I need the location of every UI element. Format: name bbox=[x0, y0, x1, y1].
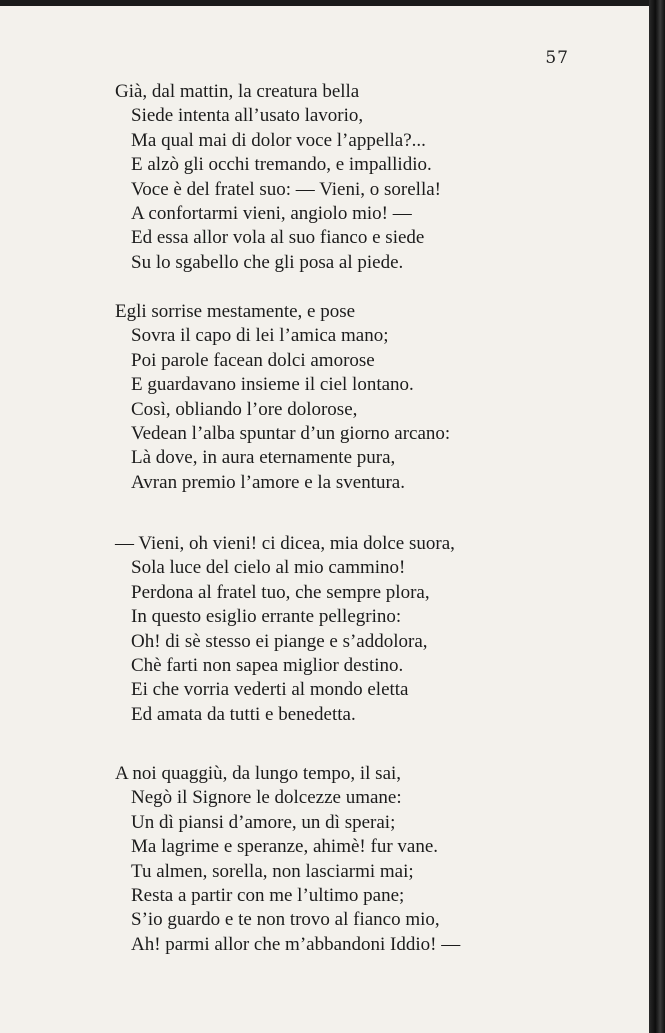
verse-line: — Vieni, oh vieni! ci dicea, mia dolce suora, bbox=[115, 533, 455, 554]
stanza-3 bbox=[0, 532, 640, 727]
verse-line: Ed essa allor vola al suo fianco e siede bbox=[131, 227, 425, 249]
book-spine bbox=[649, 0, 665, 1033]
page-number: 57 bbox=[545, 48, 569, 68]
verse-line: Negò il Signore le dolcezze umane: bbox=[131, 787, 402, 809]
verse-line: Resta a partir con me l’ultimo pane; bbox=[131, 884, 405, 906]
verse-line: Ma qual mai di dolor voce l’appella?... bbox=[131, 129, 426, 151]
verse-line: Su lo sgabello che gli posa al piede. bbox=[131, 251, 404, 273]
verse-line: E alzò gli occhi tremando, e impallidio. bbox=[131, 154, 432, 176]
verse-line: Ed amata da tutti e benedetta. bbox=[131, 703, 356, 725]
verse-line: Siede intenta all’usato lavorio, bbox=[131, 105, 364, 127]
book-page bbox=[0, 6, 649, 1033]
stanza-4 bbox=[0, 762, 640, 957]
verse-line: Ei che vorria vederti al mondo eletta bbox=[131, 679, 409, 701]
verse-line: E guardavano insieme il ciel lontano. bbox=[131, 374, 414, 396]
verse-line: Voce è del fratel suo: — Vieni, o sorella! bbox=[131, 178, 441, 200]
verse-line: Già, dal mattin, la creatura bella bbox=[115, 81, 360, 102]
stanza-2 bbox=[0, 300, 640, 495]
verse-line: Ah! parmi allor che m’abbandoni Iddio! — bbox=[131, 933, 461, 955]
verse-line: Ma lagrime e speranze, ahimè! fur vane. bbox=[131, 836, 439, 858]
verse-line: Oh! di sè stesso ei piange e s’addolora, bbox=[131, 630, 428, 652]
verse-line: Avran premio l’amore e la sventura. bbox=[131, 471, 405, 493]
verse-line: Perdona al fratel tuo, che sempre plora, bbox=[131, 581, 430, 603]
verse-line: Tu almen, sorella, non lasciarmi mai; bbox=[131, 860, 414, 882]
verse-line: A noi quaggiù, da lungo tempo, il sai, bbox=[115, 763, 402, 784]
verse-line: Un dì piansi d’amore, un dì sperai; bbox=[131, 811, 396, 833]
verse-line: Là dove, in aura eternamente pura, bbox=[131, 447, 396, 469]
verse-line: In questo esiglio errante pellegrino: bbox=[131, 606, 402, 628]
verse-line: Sola luce del cielo al mio cammino! bbox=[131, 557, 406, 579]
verse-line: A confortarmi vieni, angiolo mio! — bbox=[131, 202, 412, 224]
stanza-1 bbox=[0, 80, 640, 275]
verse-line: Sovra il capo di lei l’amica mano; bbox=[131, 325, 389, 347]
verse-line: S’io guardo e te non trovo al fianco mio, bbox=[131, 909, 440, 931]
verse-line: Egli sorrise mestamente, e pose bbox=[115, 301, 356, 322]
verse-line: Chè farti non sapea miglior destino. bbox=[131, 654, 404, 676]
verse-line: Poi parole facean dolci amorose bbox=[131, 349, 375, 371]
verse-line: Così, obliando l’ore dolorose, bbox=[131, 398, 358, 420]
verse-line: Vedean l’alba spuntar d’un giorno arcano: bbox=[131, 422, 451, 444]
